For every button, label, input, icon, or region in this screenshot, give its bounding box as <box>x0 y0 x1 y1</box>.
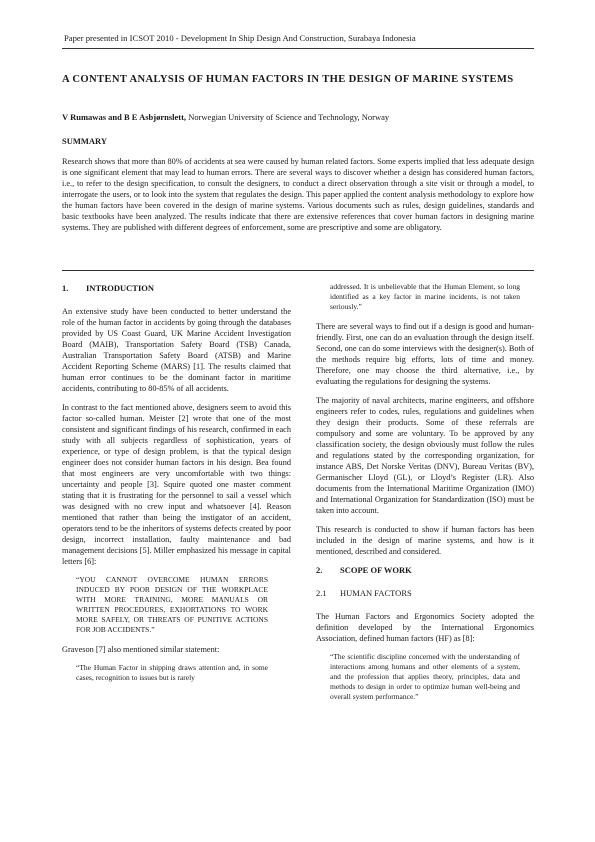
section-1-number: 1. <box>62 283 69 293</box>
section-2-number: 2. <box>316 565 323 575</box>
summary-rule <box>62 270 534 271</box>
right-column <box>316 282 534 711</box>
author-affiliation: Norwegian University of Science and Technology, Norway <box>186 112 390 122</box>
paragraph: In contrast to the fact mentioned above, designers seem to avoid this factor so-called human. Meister [2] wrote that one of the most consistent and significant findings of his research, confirmed in each study with all subjects regardless of sophistication, years of experience, or type of design problem, is that the typical design engineer does not consider human factors in his design. Bea found that most engineers are very uncomfortable with two things: uncertainty and people [3]. Squire quoted one master comment stating that it is frustrating for the personnel to sail a vessel which was designed with no crew input and whatsoever [4]. Reason mentioned that rather than being the instigator of an accident, operators tend to be the inheritors of systems defects created by poor design, incorrect installation, faulty maintenance and bad management decisions [5]. Miller emphasized his message in capital letters [6]: <box>62 403 291 566</box>
block-quote: “YOU CANNOT OVERCOME HUMAN ERRORS INDUCED BY POOR DESIGN OF THE WORKPLACE WITH MORE TRAINING, MORE MANUALS OR WRITTEN PROCEDURES, EXHORTATIONS TO WORK MORE SAFELY, OR THREATS OF PUNITIVE ACTIONS FOR JOB ACCIDENTS.” <box>76 575 268 634</box>
section-2-heading <box>316 565 534 576</box>
author-names: V Rumawas and B E Asbjørnslett, <box>62 112 187 122</box>
block-quote-continued: addressed. It is unbelievable that the Human Element, so long identified as a key factor in marine incidents, is not taken seriously.” <box>330 282 520 311</box>
left-column <box>62 283 291 692</box>
author-line <box>62 112 389 122</box>
paragraph: The Human Factors and Ergonomics Society adopted the definition developed by the International Ergonomics Association, defined human factors (HF) as [8]: <box>316 612 534 643</box>
paper-title: A CONTENT ANALYSIS OF HUMAN FACTORS IN THE DESIGN OF MARINE SYSTEMS <box>62 74 514 85</box>
header-rule <box>62 48 534 49</box>
block-quote: “The Human Factor in shipping draws attention and, in some cases, recognition to issues but is rarely <box>76 663 268 682</box>
subsection-2-1-title: HUMAN FACTORS <box>340 588 412 598</box>
subsection-2-1-number: 2.1 <box>316 588 327 598</box>
paragraph: There are several ways to find out if a design is good and human-friendly. First, one can do an evaluation through the design itself. Second, one can do some interviews with the designer(s). Both of the methods require big efforts, lots of time and money. Therefore, one may choose the third alternative, i.e., by evaluating the regulations for designing the systems. <box>316 322 534 386</box>
conference-header: Paper presented in ICSOT 2010 - Development In Ship Design And Construction, Surabaya Indonesia <box>64 33 416 43</box>
paragraph: This research is conducted to show if human factors has been included in the design of marine systems, and how is it mentioned, described and considered. <box>316 525 534 556</box>
subsection-2-1-heading <box>316 588 534 599</box>
summary-text: Research shows that more than 80% of accidents at sea were caused by human related factors. Some experts implied that less adequate design is one significant element that may lead to human errors. There are several ways to discover whether a design has considered human factors, i.e., to refer to the design specification, to consult the designers, to conduct a direct observation through a site visit or through a model, to interrogate the users, or to look into the system that regulates the design. This paper applied the content analysis methodology to explore how the human factors have been covered in the design of marine systems. Various documents such as rules, design guidelines, standards and basic textbooks have been analyzed. The results indicate that there are extensive references that cover human factors in designing marine systems. They are published with different degrees of enforcement, some are prescriptive and some are obligatory. <box>62 157 534 232</box>
paragraph: An extensive study have been conducted to better understand the role of the human factor in accidents by going through the databases provided by US Coast Guard, UK Marine Accident Investigation Board (MAIB), Transportation Safety Board (TSB) Canada, Australian Transportation Safety Board (ATSB) and Marine Accident Reporting Scheme (MARS) [1]. The results claimed that human error continues to be the dominant factor in maritime accidents, contributing to 80-85% of all accidents. <box>62 307 291 393</box>
paragraph: Graveson [7] also mentioned similar statement: <box>62 645 220 654</box>
section-1-heading <box>62 283 291 294</box>
section-2-title: SCOPE OF WORK <box>340 565 412 575</box>
summary-heading: SUMMARY <box>62 136 108 146</box>
section-1-title: INTRODUCTION <box>86 283 155 293</box>
paragraph: The majority of naval architects, marine engineers, and offshore engineers refer to codes, rules, regulations and guidelines when they design their products. Some of these referrals are compulsory and some are voluntary. To be approved by any classification society, the design obviously must follow the rules and regulations stated by the corresponding organization, for instance ABS, Det Norske Veritas (DNV), Bureau Veritas (BV), Germanischer Lloyd (GL), or Lloyd’s Register (LR). Also documents from the International Maritime Organization (IMO) and International Organization for Standardization (ISO) must be taken into account. <box>316 396 534 515</box>
block-quote: “The scientific discipline concerned with the understanding of interactions among humans and other elements of a system, and the profession that applies theory, principles, data and methods to design in order to optimize human well-being and overall system performance.” <box>330 652 520 701</box>
